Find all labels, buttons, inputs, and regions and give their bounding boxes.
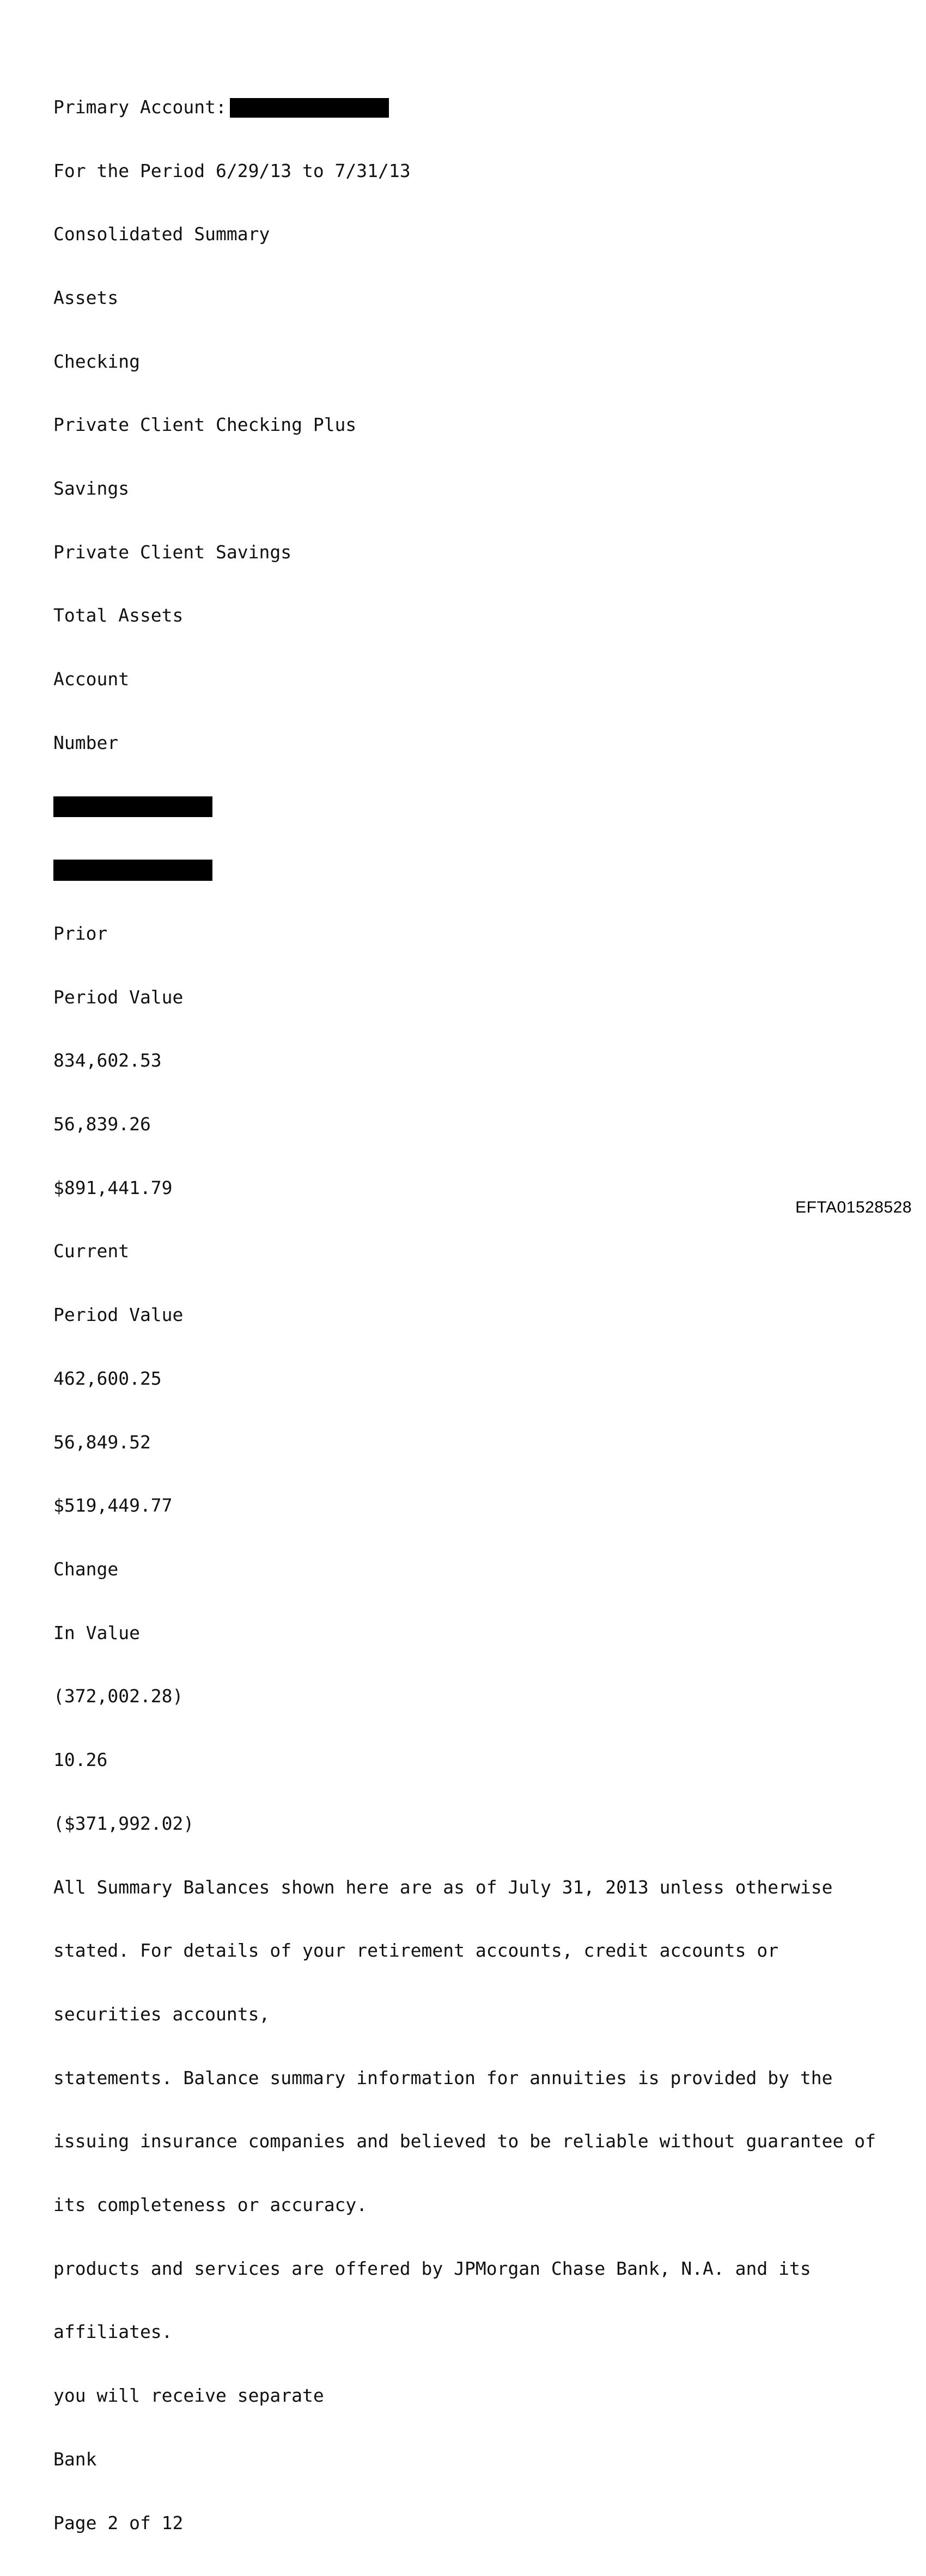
disclaimer-line: stated. For details of your retirement accounts, credit accounts or (53, 1940, 779, 1962)
savings-product: Private Client Savings (53, 541, 292, 563)
disclaimer-line: affiliates. (53, 2321, 173, 2343)
current-value-checking: 462,600.25 (53, 1367, 162, 1389)
change-label-2: In Value (53, 1622, 140, 1643)
page-number: Page 2 of 12 (53, 2512, 184, 2534)
total-assets-label: Total Assets (53, 605, 184, 626)
disclaimer-line: Bank (53, 2448, 97, 2470)
prior-value-checking: 834,602.53 (53, 1050, 162, 1071)
disclaimer-line: issuing insurance companies and believed to be reliable without guarantee of (53, 2130, 876, 2152)
disclaimer-line: All Summary Balances shown here are as of July 31, 2013 unless otherwise (53, 1876, 833, 1898)
section-title: Consolidated Summary (53, 223, 270, 245)
current-value-savings: 56,849.52 (53, 1431, 151, 1453)
disclaimer-line: its completeness or accuracy. (53, 2194, 368, 2216)
disclaimer-line: products and services are offered by JPMorgan Chase Bank, N.A. and its (53, 2257, 811, 2279)
prior-value-savings: 56,839.26 (53, 1113, 151, 1135)
savings-heading: Savings (53, 478, 130, 500)
redacted-account-2 (53, 860, 212, 881)
statement-text (53, 54, 876, 2576)
prior-label-2: Period Value (53, 986, 184, 1008)
assets-heading: Assets (53, 287, 119, 308)
change-value-savings: 10.26 (53, 1749, 108, 1771)
checking-heading: Checking (53, 350, 140, 372)
disclaimer-line: you will receive separate (53, 2385, 324, 2407)
period-line: For the Period 6/29/13 to 7/31/13 (53, 160, 411, 181)
current-label-2: Period Value (53, 1304, 184, 1326)
redacted-account-number (230, 98, 389, 118)
prior-value-total: $891,441.79 (53, 1177, 173, 1198)
document-id: EFTA01528528 (795, 1198, 912, 1216)
current-value-total: $519,449.77 (53, 1495, 173, 1517)
change-value-checking: (372,002.28) (53, 1685, 184, 1707)
primary-account-label: Primary Account: (53, 96, 227, 118)
primary-account-line (53, 97, 876, 118)
account-number-label-1: Account (53, 668, 130, 690)
disclaimer-line: statements. Balance summary information for annuities is provided by the (53, 2067, 833, 2088)
checking-product: Private Client Checking Plus (53, 414, 357, 436)
disclaimer-line: securities accounts, (53, 2003, 270, 2025)
redacted-account-1 (53, 796, 212, 818)
change-label-1: Change (53, 1558, 119, 1580)
account-number-label-2: Number (53, 732, 119, 753)
prior-label-1: Prior (53, 922, 108, 944)
current-label-1: Current (53, 1240, 130, 1262)
change-value-total: ($371,992.02) (53, 1812, 194, 1834)
